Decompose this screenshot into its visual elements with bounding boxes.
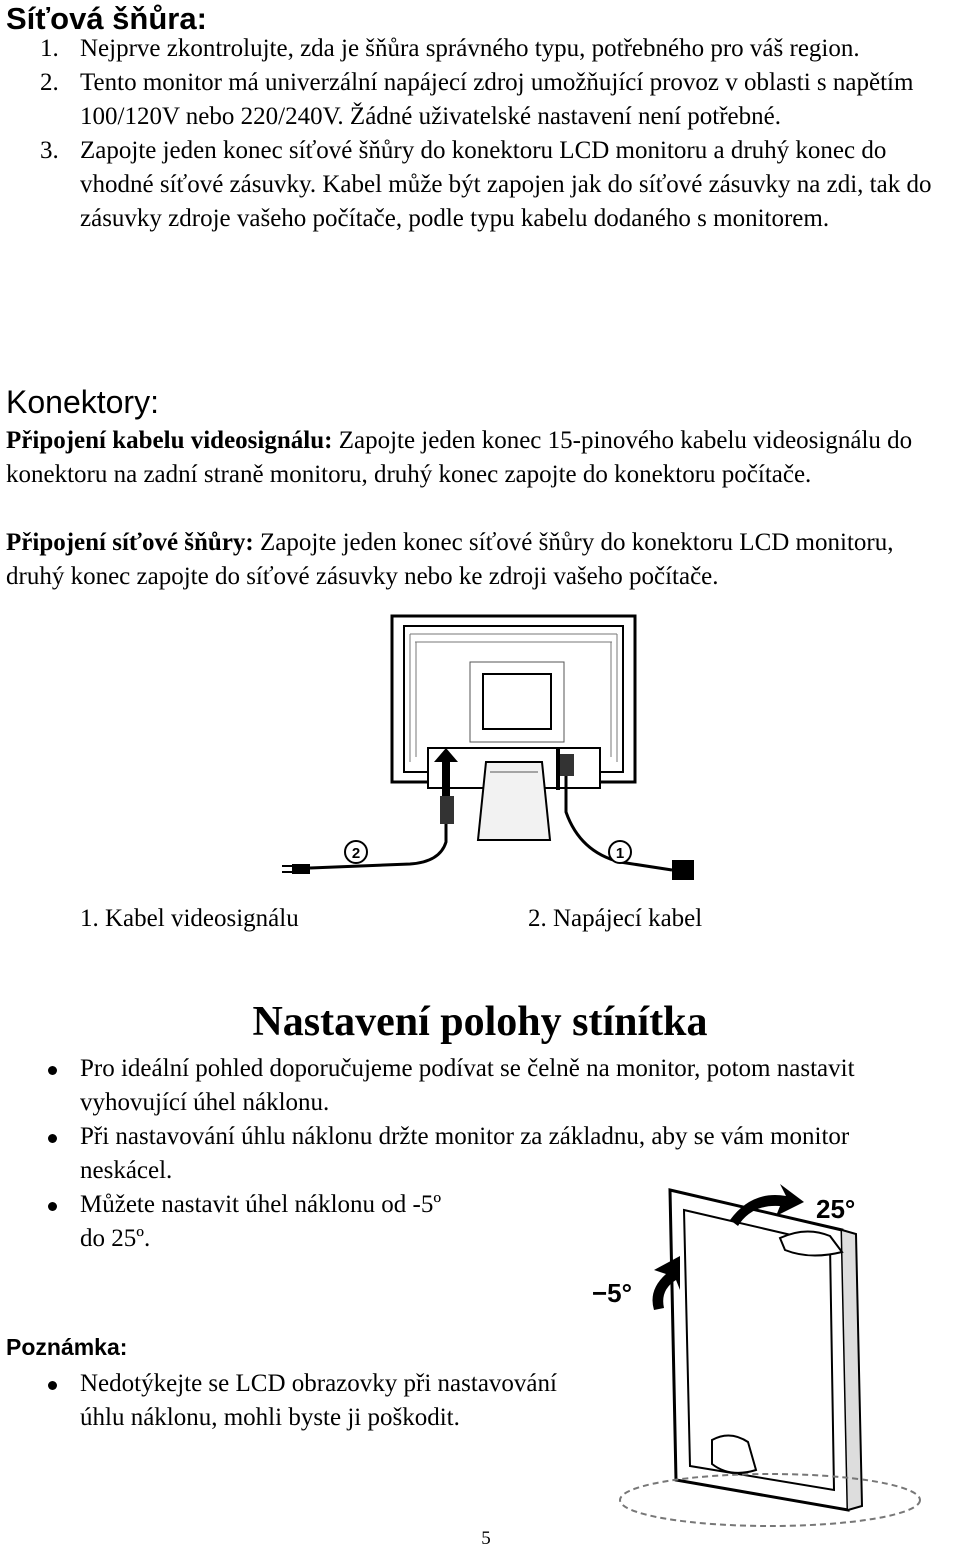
monitor-back-illustration: [280, 612, 700, 894]
page-number: 5: [481, 1528, 491, 1549]
tilt-heading: Nastavení polohy stínítka: [252, 999, 708, 1045]
power-cord-heading: Síťová šňůra:: [6, 1, 207, 36]
caption-video-cable: 1. Kabel videosignálu: [80, 905, 299, 932]
list-item: 1. Nejprve zkontrolujte, zda je šňůra správného typu, potřebného pro váš region.: [40, 35, 860, 62]
marker-1-label: 1: [615, 845, 625, 862]
tilt-illustration: [580, 1180, 956, 1540]
list-item: Můžete nastavit úhel náklonu od -5º do 25º.: [6, 1188, 450, 1256]
bullet-icon: [48, 1202, 57, 1211]
power-cable-label: Připojení síťové šňůry:: [6, 529, 254, 556]
bullet-icon: [48, 1134, 57, 1143]
video-cable-paragraph: Připojení kabelu videosignálu: Zapojte jeden konec 15-pinového kabelu videosignálu do konektoru na zadní straně monitoru, druhý konec zapojte do konektoru počítače.: [6, 427, 913, 488]
power-cord-list: [40, 32, 955, 236]
list-item: 2. Tento monitor má univerzální napájecí zdroj umožňující provoz v oblasti s napětím 100/120V nebo 220/240V. Žádné uživatelské nastavení není potřebné.: [40, 69, 914, 130]
note-heading: Poznámka:: [6, 1334, 128, 1360]
note-list: [6, 1367, 571, 1435]
power-cable-paragraph: Připojení síťové šňůry: Zapojte jeden konec síťové šňůry do konektoru LCD monitoru, druhý konec zapojte do síťové zásuvky nebo ke zdroji vašeho počítače.: [6, 529, 894, 590]
list-item: 3. Zapojte jeden konec síťové šňůry do konektoru LCD monitoru a druhý konec do vhodné síťové zásuvky. Kabel může být zapojen jak do síťové zásuvky na zdi, tak do zásuvky zdroje vašeho počítače, podle typu kabelu dodaného s monitorem.: [40, 137, 932, 232]
video-cable-label: Připojení kabelu videosignálu:: [6, 427, 333, 454]
tilt-minus-label: −5°: [592, 1278, 633, 1308]
list-item: Při nastavování úhlu náklonu držte monitor za základnu, aby se vám monitor neskácel.: [6, 1120, 941, 1188]
list-item: Pro ideální pohled doporučujeme podívat se čelně na monitor, potom nastavit vyhovující úhel náklonu.: [6, 1052, 941, 1120]
connectors-heading: Konektory:: [6, 384, 159, 420]
bullet-icon: [48, 1381, 57, 1390]
list-item: Nedotýkejte se LCD obrazovky při nastavování úhlu náklonu, mohli byste ji poškodit.: [6, 1367, 571, 1435]
tilt-plus-label: 25°: [816, 1194, 856, 1224]
marker-2-label: 2: [351, 845, 361, 862]
bullet-icon: [48, 1066, 57, 1075]
caption-power-cable: 2. Napájecí kabel: [528, 905, 703, 932]
